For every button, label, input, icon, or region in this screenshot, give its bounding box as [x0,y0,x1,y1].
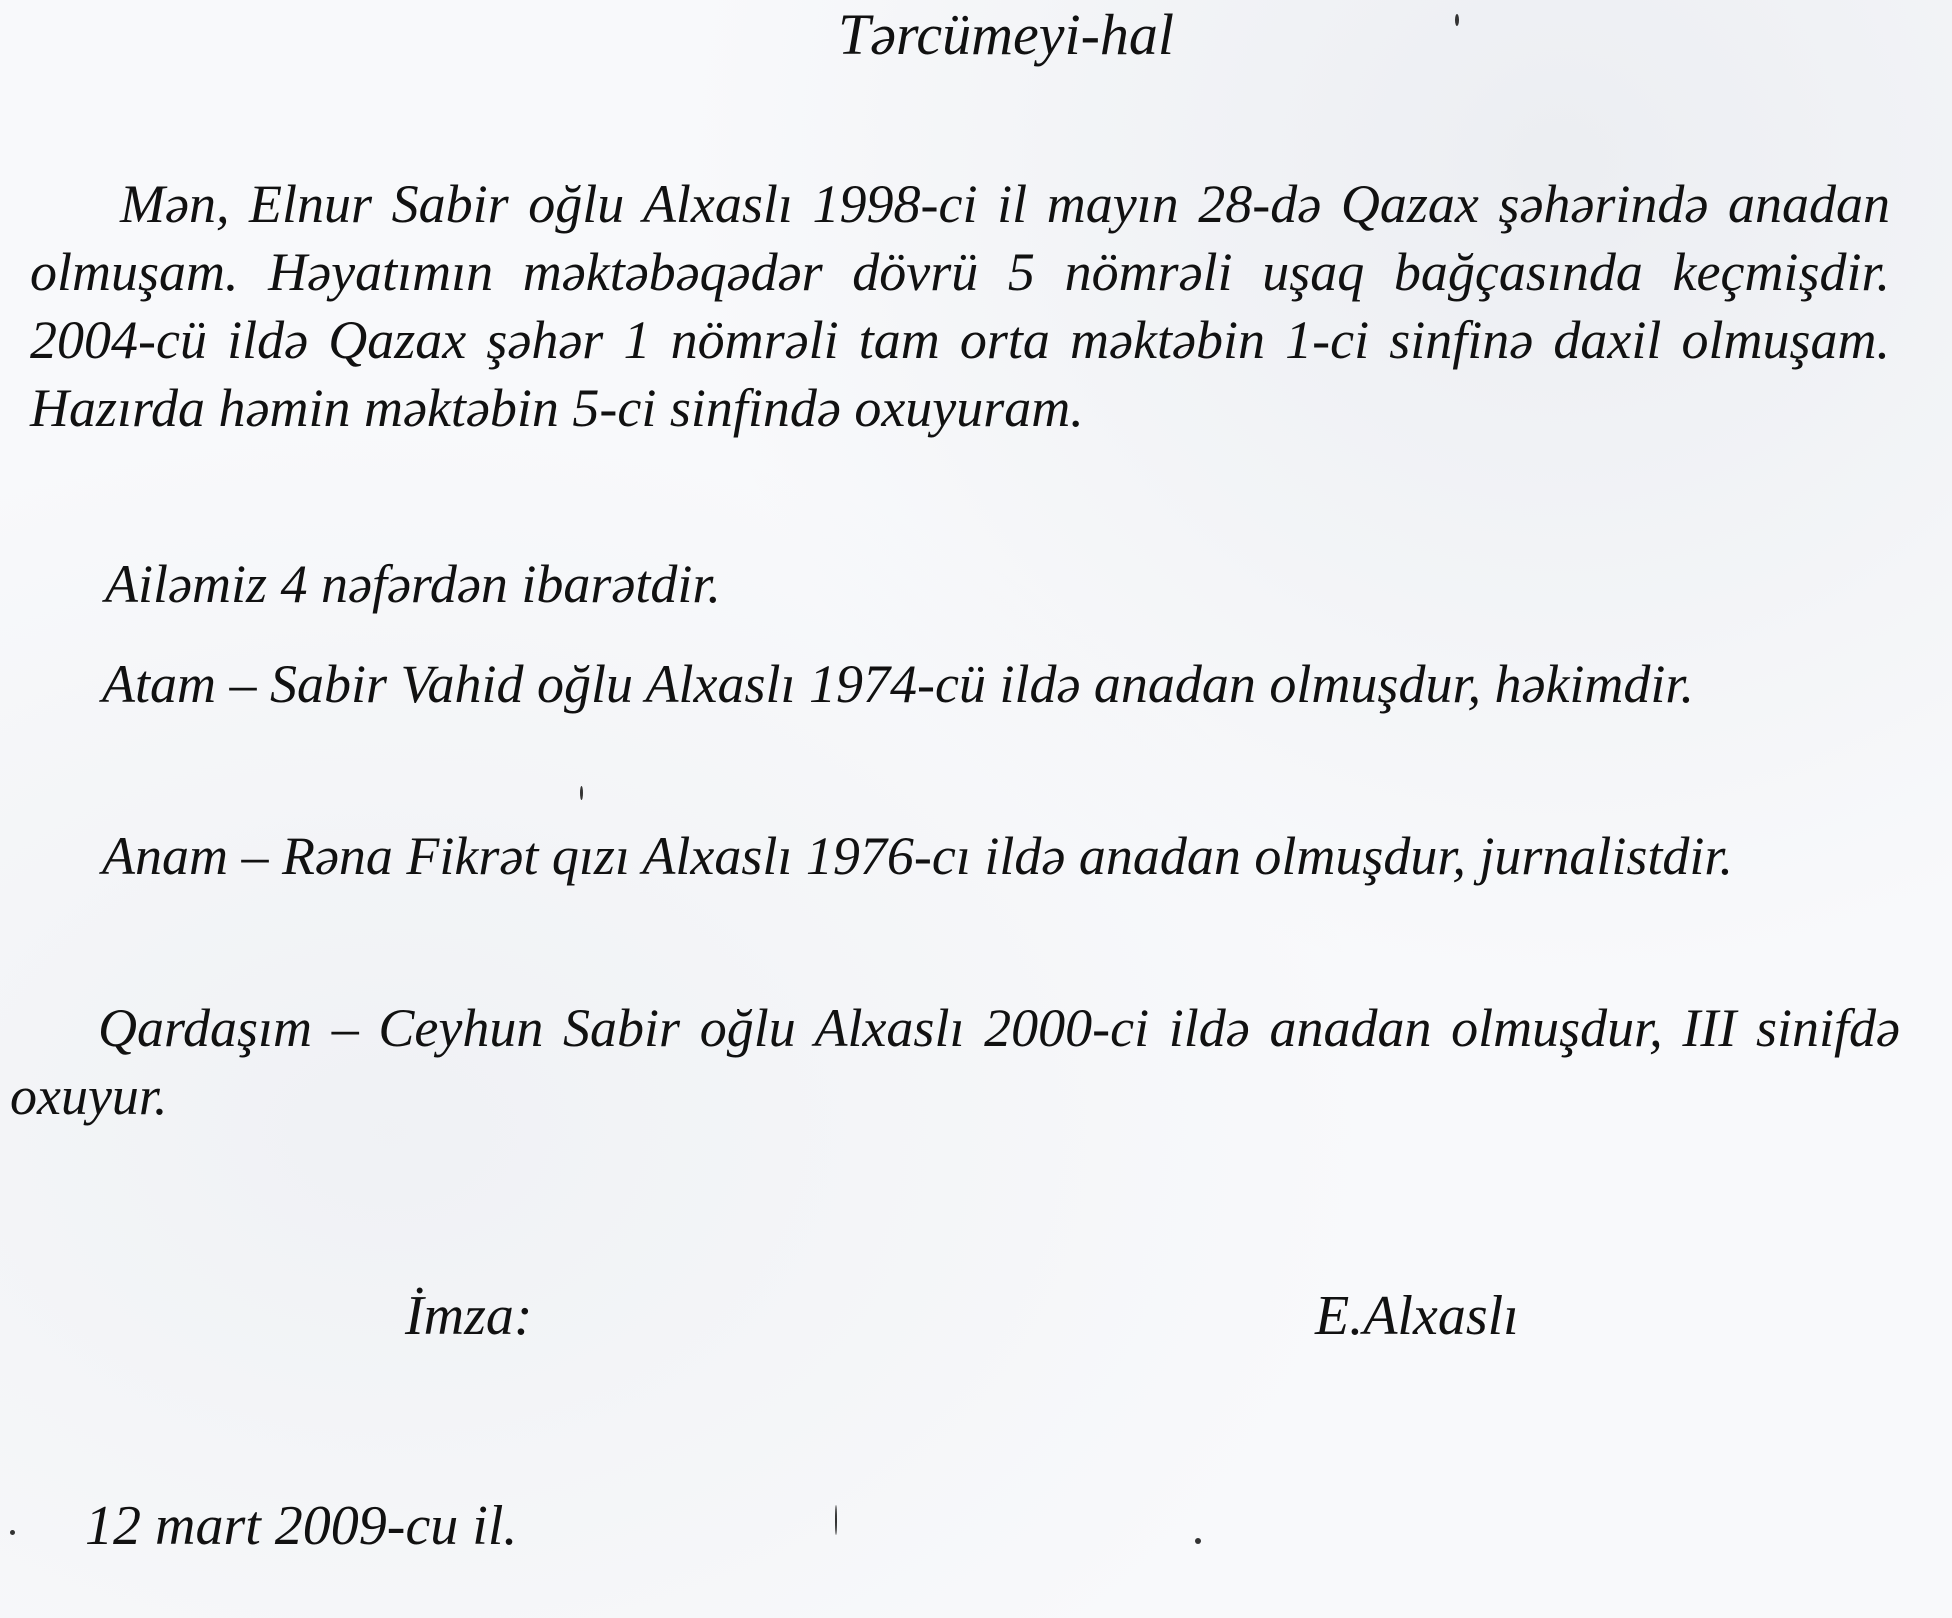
paper-speck [835,1505,837,1535]
paragraph-intro: Mən, Elnur Sabir oğlu Alxaslı 1998-ci il mayın 28-də Qazax şəhərində anadan olmuşam. Həyatımın məktəbəqədər dövrü 5 nömrəli uşaq bağçasında keçmişdir. 2004-cü ildə Qazax şəhər 1 nömrəli tam orta məktəbin 1-ci sinfinə daxil olmuşam. Hazırda həmin məktəbin 5-ci sinfində oxuyuram. [30,174,1890,438]
document-date: 12 mart 2009-cu il. [85,1495,518,1557]
signature-name: E.Alxaslı [1315,1285,1519,1347]
paragraph-family: Ailəmiz 4 nəfərdən ibarətdir. [105,554,721,614]
paper-speck [580,786,583,800]
paragraph-mother: Anam – Rəna Fikrət qızı Alxaslı 1976-cı ildə anadan olmuşdur, jurnalistdir. [102,826,1733,886]
paper-speck [1455,14,1459,26]
paragraph-brother: Qardaşım – Ceyhun Sabir oğlu Alxaslı 2000-ci ildə anadan olmuşdur, III sinifdə oxuyur. [10,998,1900,1126]
paper-speck [1195,1538,1201,1544]
document-title: Tərcümeyi-hal [837,2,1175,67]
paper-speck [10,1530,15,1535]
signature-label: İmza: [405,1285,533,1347]
paragraph-father: Atam – Sabir Vahid oğlu Alxaslı 1974-cü ildə anadan olmuşdur, həkimdir. [102,654,1694,714]
